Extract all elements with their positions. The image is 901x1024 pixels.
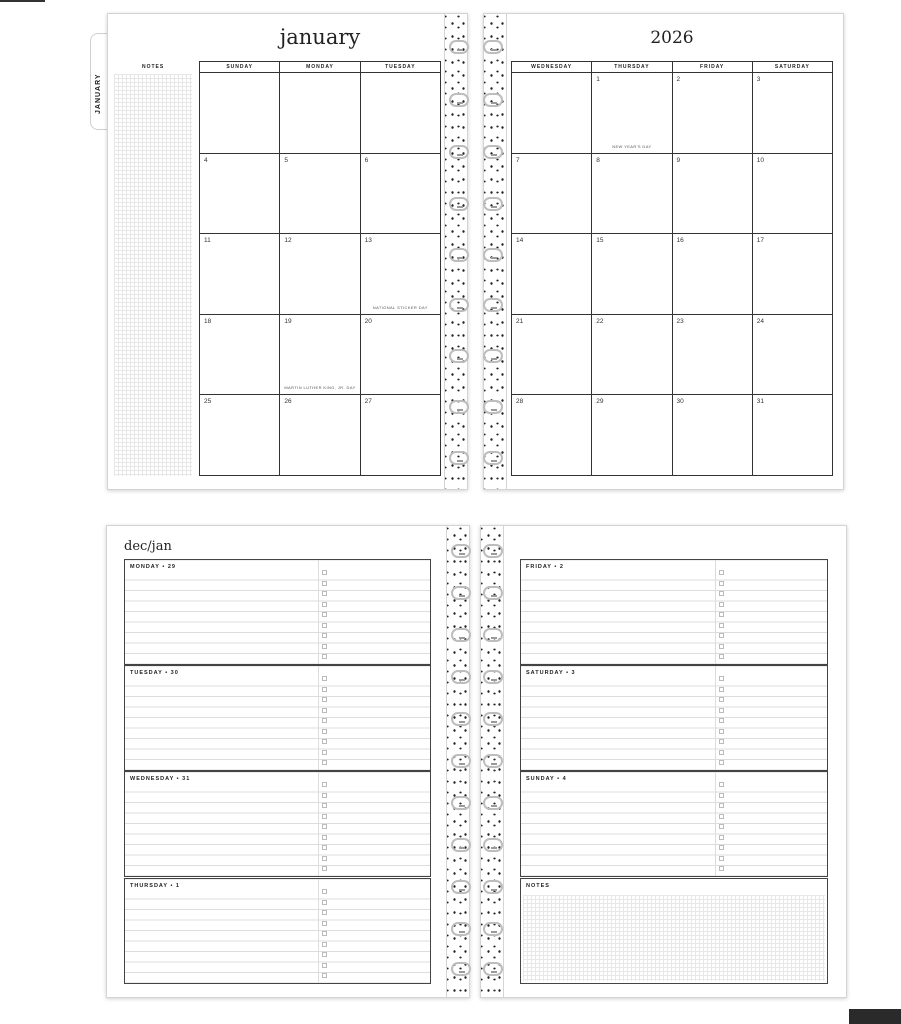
day-number: 19 [284,317,292,325]
checkbox[interactable] [719,814,724,819]
binder-ring [483,544,503,558]
checkbox[interactable] [719,760,724,765]
binder-ring [451,712,471,726]
day-number: 12 [284,237,292,245]
binder-ring [483,796,503,810]
day-cell[interactable] [673,234,753,315]
binder-ring [451,796,471,810]
checkbox[interactable] [322,687,327,692]
day-cell[interactable] [200,154,280,235]
binder-ring [451,754,471,768]
checkbox[interactable] [719,835,724,840]
binder-ring [449,298,469,312]
day-number: 22 [596,317,604,325]
day-number: 18 [204,317,212,325]
checkbox[interactable] [719,644,724,649]
day-number: 31 [756,398,764,406]
day-number: 1 [596,76,600,83]
binder-ring [449,349,469,363]
day-cell[interactable] [512,315,592,396]
column-divider [715,772,716,876]
binder-ring [483,922,503,936]
checkbox[interactable] [322,612,327,617]
binder-ring [483,754,503,768]
day-cell[interactable] [592,395,672,476]
checkbox[interactable] [719,623,724,628]
day-cell[interactable] [280,73,360,154]
day-cell[interactable] [753,315,833,396]
day-cell[interactable] [673,73,753,154]
day-cell[interactable] [361,73,441,154]
binder-ring [451,586,471,600]
right-header-friday: FRIDAY [673,62,753,73]
day-number: 20 [364,317,372,325]
day-number: 6 [364,156,369,164]
checkbox[interactable] [322,910,327,915]
checkbox-column [719,782,725,877]
checkbox[interactable] [322,835,327,840]
day-cell[interactable] [200,315,280,396]
checkbox[interactable] [322,931,327,936]
binder-ring [449,451,469,465]
binder-ring [449,93,469,107]
checkbox[interactable] [322,602,327,607]
day-number: 15 [596,237,604,245]
checkbox[interactable] [719,633,724,638]
month-title: january [279,25,361,49]
column-divider [715,560,716,664]
checkbox[interactable] [719,591,724,596]
checkbox[interactable] [719,570,724,575]
column-divider [715,666,716,770]
binder-ring [483,880,503,894]
day-cell[interactable] [280,315,360,396]
column-divider [318,772,319,876]
checkbox[interactable] [322,793,327,798]
checkbox[interactable] [322,697,327,702]
binder-ring [451,544,471,558]
checkbox[interactable] [719,697,724,702]
binder-ring [483,400,503,414]
day-label: WEDNESDAY • 31 [130,776,191,782]
day-box[interactable] [520,559,828,665]
checkbox-column [719,676,725,771]
right-header-wednesday: WEDNESDAY [512,62,592,73]
holiday-label: NATIONAL STICKER DAY [372,304,428,310]
day-number: 4 [204,156,208,164]
binder-ring [451,880,471,894]
checkbox[interactable] [719,793,724,798]
checkbox[interactable] [719,803,724,808]
checkbox[interactable] [719,581,724,586]
binder-ring [483,40,503,54]
checkbox-column [322,889,328,984]
week-title: dec/jan [124,539,172,554]
day-cell[interactable] [200,395,280,476]
checkbox[interactable] [719,718,724,723]
day-number: 11 [204,237,211,245]
day-cell[interactable] [361,234,441,315]
checkbox[interactable] [719,729,724,734]
checkbox-column [322,782,328,877]
checkbox-column [719,570,725,665]
checkbox[interactable] [719,708,724,713]
weekly-notes-label: NOTES [526,883,550,889]
corner-badge [849,1009,901,1024]
checkbox[interactable] [322,824,327,829]
checkbox[interactable] [322,644,327,649]
checkbox-column [322,570,328,665]
binder-ring [483,838,503,852]
day-number: 28 [516,398,524,406]
day-cell[interactable] [361,395,441,476]
day-box[interactable] [124,559,431,665]
binder-ring [483,197,503,211]
checkbox[interactable] [322,889,327,894]
day-label: TUESDAY • 30 [130,670,179,676]
binder-ring [483,145,503,159]
day-number: 23 [676,317,684,325]
day-cell[interactable] [280,395,360,476]
checkbox[interactable] [322,963,327,968]
month-tab-label: JANUARY [95,73,102,114]
day-cell[interactable] [280,154,360,235]
checkbox[interactable] [322,845,327,850]
checkbox[interactable] [322,654,327,659]
day-cell[interactable] [592,154,672,235]
day-number: 27 [364,398,372,406]
day-number: 17 [756,237,764,245]
binder-ring [483,349,503,363]
day-box[interactable] [520,771,828,877]
binder-ring [451,670,471,684]
checkbox[interactable] [322,676,327,681]
day-number: 25 [204,398,212,406]
checkbox[interactable] [719,856,724,861]
calendar-grid-right [511,61,833,476]
checkbox[interactable] [322,856,327,861]
day-cell[interactable] [280,234,360,315]
binder-ring [449,248,469,262]
checkbox[interactable] [322,750,327,755]
day-number: 2 [676,76,681,83]
checkbox[interactable] [322,760,327,765]
checkbox[interactable] [322,900,327,905]
day-number: 10 [756,156,764,164]
day-box[interactable] [124,771,431,877]
checkbox[interactable] [322,921,327,926]
checkbox[interactable] [719,739,724,744]
day-cell[interactable] [673,395,753,476]
binder-ring [451,628,471,642]
calendar-grid-left [199,61,441,476]
day-number: 21 [516,317,524,325]
day-label: FRIDAY • 2 [526,564,564,570]
column-divider [318,879,319,983]
checkbox[interactable] [719,750,724,755]
day-cell[interactable] [361,315,441,396]
day-cell[interactable] [512,154,592,235]
binder-ring [483,628,503,642]
binder-ring [483,451,503,465]
checkbox[interactable] [322,623,327,628]
day-cell[interactable] [200,73,280,154]
day-cell[interactable] [592,73,672,154]
checkbox[interactable] [719,782,724,787]
day-number: 30 [676,398,684,406]
checkbox[interactable] [322,718,327,723]
checkbox[interactable] [719,824,724,829]
weekly-notes-box[interactable] [520,878,828,984]
binder-ring [449,400,469,414]
right-header-thursday: THURSDAY [592,62,672,73]
checkbox[interactable] [719,687,724,692]
left-header-tuesday: TUESDAY [361,62,441,73]
checkbox[interactable] [322,570,327,575]
binder-ring [451,838,471,852]
binder-ring [451,962,471,976]
holiday-label: NEW YEAR'S DAY [612,143,652,149]
binder-ring [483,670,503,684]
right-header-saturday: SATURDAY [753,62,833,73]
checkbox[interactable] [719,602,724,607]
day-number: 7 [516,156,520,164]
checkbox[interactable] [322,591,327,596]
checkbox[interactable] [322,803,327,808]
left-header-monday: MONDAY [280,62,360,73]
checkbox[interactable] [322,729,327,734]
checkbox[interactable] [719,845,724,850]
left-header-sunday: SUNDAY [200,62,280,73]
checkbox[interactable] [322,952,327,957]
checkbox-column [322,676,328,771]
day-number: 16 [676,237,684,245]
checkbox[interactable] [322,782,327,787]
checkbox[interactable] [322,866,327,871]
day-cell[interactable] [673,154,753,235]
checkbox[interactable] [322,942,327,947]
day-cell[interactable] [592,234,672,315]
binder-ring [449,145,469,159]
column-divider [318,666,319,770]
binder-ring [483,962,503,976]
top-left-edge-mark [0,0,45,2]
weekly-notes-grid [523,895,825,981]
day-cell[interactable] [592,315,672,396]
binder-ring [483,298,503,312]
binder-ring [483,93,503,107]
day-cell[interactable] [753,234,833,315]
checkbox[interactable] [322,973,327,978]
day-number: 9 [676,156,681,164]
day-cell[interactable] [512,395,592,476]
day-label: SATURDAY • 3 [526,670,576,676]
day-cell[interactable] [753,73,833,154]
day-number: 3 [756,76,761,83]
day-cell[interactable] [361,154,441,235]
day-cell[interactable] [673,315,753,396]
day-cell[interactable] [200,234,280,315]
day-number: 24 [756,317,764,325]
checkbox[interactable] [719,676,724,681]
day-label: MONDAY • 29 [130,564,176,570]
binder-ring [483,586,503,600]
day-box[interactable] [124,878,431,984]
notes-grid[interactable] [114,74,192,476]
day-number: 5 [284,156,288,164]
holiday-label: MARTIN LUTHER KING, JR. DAY [284,385,356,391]
day-number: 26 [284,398,292,406]
binder-ring [449,197,469,211]
binder-ring [483,712,503,726]
day-label: SUNDAY • 4 [526,776,567,782]
day-number: 8 [596,156,600,164]
day-number: 13 [364,237,372,245]
binder-ring [451,922,471,936]
checkbox[interactable] [322,739,327,744]
year-title: 2026 [650,28,694,48]
checkbox[interactable] [719,612,724,617]
checkbox[interactable] [322,581,327,586]
day-number: 29 [596,398,604,406]
day-cell[interactable] [753,395,833,476]
day-box[interactable] [520,665,828,771]
binder-ring [449,40,469,54]
column-divider [318,560,319,664]
notes-label: NOTES [142,64,165,70]
day-cell[interactable] [753,154,833,235]
day-cell[interactable] [512,73,592,154]
day-number: 14 [516,237,524,245]
checkbox[interactable] [322,814,327,819]
day-cell[interactable] [512,234,592,315]
checkbox[interactable] [719,866,724,871]
day-label: THURSDAY • 1 [130,883,180,889]
checkbox[interactable] [322,708,327,713]
binder-ring [483,248,503,262]
checkbox[interactable] [719,654,724,659]
checkbox[interactable] [322,633,327,638]
day-box[interactable] [124,665,431,771]
